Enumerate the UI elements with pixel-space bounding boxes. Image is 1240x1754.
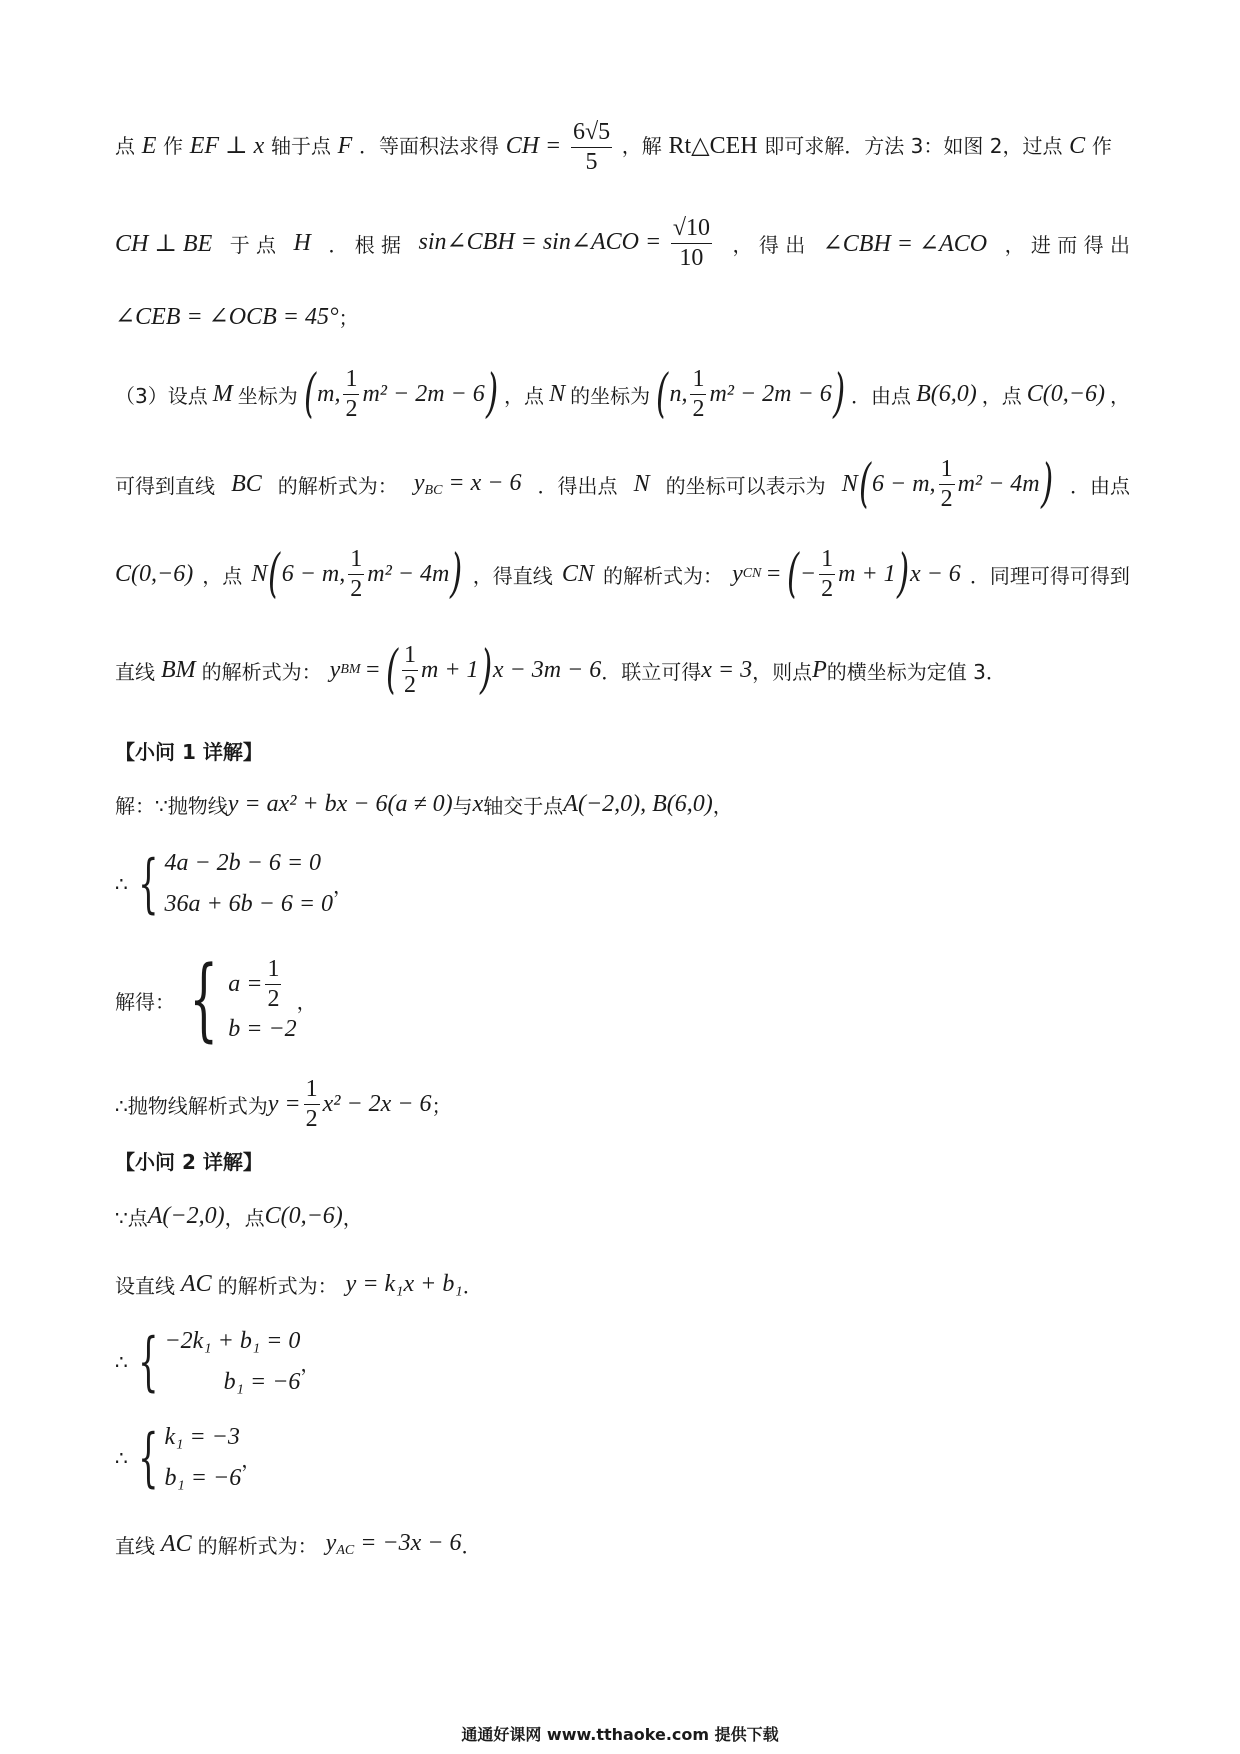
- line-equation: $y_{AC} = -3x - 6$: [325, 1529, 462, 1558]
- fraction: [671, 214, 712, 273]
- denominator: 5: [585, 148, 598, 175]
- text: 作: [163, 133, 184, 158]
- text: ，点: [981, 383, 1022, 408]
- math: EF ⊥ x: [189, 132, 265, 159]
- math: y = ax² + bx − 6(a ≠ 0): [227, 790, 453, 817]
- text: ．等面积法求得: [359, 133, 500, 158]
- section-heading-2: [115, 1144, 1130, 1176]
- math: H: [293, 229, 311, 256]
- math: m² − 2m − 6: [709, 380, 832, 407]
- solution-line-2: [115, 208, 1130, 278]
- solution-line-16: [115, 1524, 1130, 1564]
- solution-line-6: [115, 536, 1130, 612]
- text: 轴交于点: [483, 793, 564, 818]
- numerator: 1: [343, 365, 359, 395]
- text: 点: [115, 133, 135, 158]
- math: P: [812, 656, 827, 683]
- math: BM: [161, 656, 196, 683]
- fraction: [690, 365, 706, 424]
- text: ．同理可得可得到: [969, 563, 1130, 588]
- denominator: 10: [679, 244, 704, 271]
- text: 于 点: [229, 232, 277, 257]
- text: ．由点: [851, 383, 912, 408]
- text: ，: [241, 1447, 262, 1472]
- equation-system-1: ∴ { 4a − 2b − 6 = 0 36a + 6b − 6 = 0 ，: [115, 846, 1130, 922]
- solution-line-3: [115, 296, 1130, 336]
- therefore-symbol: ∴: [115, 872, 128, 896]
- solution-line-11: [115, 1070, 1130, 1138]
- text: ．由点: [1069, 473, 1130, 498]
- math: F: [337, 132, 353, 159]
- text: 作: [1091, 133, 1112, 158]
- text: 即可求解．方法 3：如图 2，过点: [764, 133, 1063, 158]
- text: ，点: [504, 383, 545, 408]
- equation-system-2: ∴ { −2k₁ + b₁ = 0 b₁ = −6 ，: [115, 1324, 1130, 1400]
- math: C(0,−6): [264, 1202, 343, 1229]
- fraction: $\frac{1}{2}$: [940, 455, 953, 512]
- solution-line-7: [115, 632, 1130, 708]
- math: x² − 2x − 6: [322, 1090, 432, 1117]
- text: 的坐标为: [570, 383, 651, 408]
- math: n,: [669, 380, 688, 407]
- text: ，: [1110, 383, 1130, 408]
- text: ∴抛物线解析式为: [115, 1093, 268, 1118]
- text: 与: [452, 793, 473, 818]
- math: N: [633, 470, 650, 497]
- text: ；: [338, 305, 359, 330]
- math: B(6,0): [916, 380, 977, 407]
- math: ∠CBH = ∠ACO: [822, 230, 988, 257]
- text: （3）设点: [115, 383, 208, 408]
- solution-line-12: [115, 1196, 1130, 1236]
- fraction: $\frac{1}{2}$: [350, 545, 363, 602]
- text: ，解: [621, 133, 662, 158]
- math: ∠CEB = ∠OCB = 45°: [115, 303, 339, 330]
- fraction: [571, 118, 612, 177]
- text: ，点: [202, 563, 243, 588]
- text: ，: [333, 873, 354, 898]
- system-equations: a = $\frac{1}{2}$ b = −2: [228, 956, 297, 1042]
- text: 的解析式为：: [201, 659, 322, 684]
- math: AC: [161, 1530, 192, 1557]
- text: 的坐标可以表示为: [665, 473, 826, 498]
- solution-line-1: [115, 112, 1130, 182]
- text: 设直线: [115, 1273, 175, 1298]
- text: ．联立可得: [601, 659, 702, 684]
- text: ，: [300, 1351, 321, 1376]
- system-equations: −2k₁ + b₁ = 0 b₁ = −6: [164, 1328, 301, 1395]
- math: AC: [181, 1270, 212, 1297]
- fraction: $\frac{1}{2}$: [821, 545, 834, 602]
- text: ，: [342, 1205, 363, 1230]
- text: 坐标为: [237, 383, 298, 408]
- text: 直线: [115, 1533, 155, 1558]
- math: C(0,−6): [1026, 380, 1105, 407]
- math: m² − 2m − 6: [362, 380, 485, 407]
- denominator: 2: [345, 395, 358, 422]
- therefore-symbol: ∴: [115, 1446, 128, 1470]
- solution-line-13: [115, 1264, 1130, 1304]
- text: 的解析式为：: [197, 1533, 318, 1558]
- text: ，则点: [752, 659, 813, 684]
- heading-text: 【小问 1 详解】: [115, 739, 263, 764]
- solution-line-4: [115, 356, 1130, 432]
- text: 轴于点: [270, 133, 331, 158]
- text: 的解析式为：: [217, 1273, 338, 1298]
- text: ，得直线: [472, 563, 553, 588]
- coordinate-N: N ( 6 − m, $\frac{1}{2}$ m² − 4m ): [251, 544, 463, 604]
- text: 解得：: [115, 989, 175, 1014]
- text: ． 根 据: [328, 232, 402, 257]
- coordinate-N: ( n, $\frac{1}{2}$ m² − 2m − 6 ): [656, 364, 845, 424]
- math: x: [472, 790, 484, 817]
- math: y =: [267, 1090, 301, 1117]
- numerator: 1: [690, 365, 706, 395]
- line-equation: $y_{BC} = x - 6$: [413, 469, 522, 498]
- math: sin∠CBH = sin∠ACO =: [418, 228, 662, 255]
- text: 的解析式为：: [602, 563, 723, 588]
- math: CN: [561, 560, 594, 587]
- system-equations: 4a − 2b − 6 = 0 36a + 6b − 6 = 0: [164, 850, 334, 917]
- numerator: √10: [671, 214, 712, 244]
- text: ；: [431, 1093, 452, 1118]
- text: 的解析式为：: [277, 473, 398, 498]
- heading-text: 【小问 2 详解】: [115, 1149, 263, 1174]
- math: CH =: [505, 132, 562, 159]
- text: ．: [462, 1273, 483, 1298]
- section-heading-1: [115, 734, 1130, 766]
- coordinate-N: N ( 6 − m, $\frac{1}{2}$ m² − 4m ): [841, 454, 1053, 514]
- math: A(−2,0), B(6,0): [563, 790, 713, 817]
- coordinate-M: ( m, $\frac{1}{2}$ m² − 2m − 6 ): [303, 364, 498, 424]
- math: E: [141, 132, 157, 159]
- numerator: 6√5: [571, 118, 612, 148]
- math: m,: [317, 380, 341, 407]
- text: 可得到直线: [115, 473, 215, 498]
- text: ∵点: [115, 1205, 148, 1230]
- math: M: [212, 380, 233, 407]
- fraction: $\frac{1}{2}$: [404, 641, 417, 698]
- equation-system-solution: 解得： { a = $\frac{1}{2}$ b = −2 ，: [115, 947, 317, 1052]
- denominator: 2: [692, 395, 705, 422]
- math: A(−2,0): [147, 1202, 225, 1229]
- text: ．: [461, 1533, 482, 1558]
- solution-line-8: [115, 784, 1130, 824]
- math: BC: [231, 470, 262, 497]
- math: CH ⊥ BE: [115, 230, 213, 257]
- text: 直线: [115, 659, 155, 684]
- solution-line-5: [115, 446, 1130, 522]
- text: ，点: [224, 1205, 265, 1230]
- text: 解：∵抛物线: [115, 793, 228, 818]
- line-equation: y CN = ( − $\frac{1}{2}$ m + 1 ) x − 6: [732, 544, 961, 604]
- math: x = 3: [701, 656, 753, 683]
- text: 的横坐标为定值 3．: [826, 659, 1006, 684]
- therefore-symbol: ∴: [115, 1350, 128, 1374]
- text: ，: [712, 793, 733, 818]
- text: ， 进 而 得 出: [1004, 232, 1130, 257]
- equation-system-3: ∴ { k₁ = −3 b₁ = −6 ，: [115, 1420, 1130, 1496]
- line-equation: y BM = ( $\frac{1}{2}$ m + 1 ) x − 3m − 6: [329, 640, 602, 700]
- text: ．得出点: [537, 473, 618, 498]
- fraction: $\frac{1}{2}$: [305, 1075, 318, 1132]
- fraction: [343, 365, 359, 424]
- math: C: [1069, 132, 1086, 159]
- math: y = k₁x + b₁: [345, 1270, 463, 1297]
- math: N: [549, 380, 566, 407]
- math: Rt△CEH: [668, 132, 758, 159]
- text: ，: [296, 989, 317, 1014]
- page-footer: 通通好课网 www.tthaoke.com 提供下载: [461, 1725, 779, 1744]
- text: ， 得 出: [732, 232, 806, 257]
- system-equations: k₁ = −3 b₁ = −6: [164, 1424, 242, 1491]
- math: C(0,−6): [115, 560, 194, 587]
